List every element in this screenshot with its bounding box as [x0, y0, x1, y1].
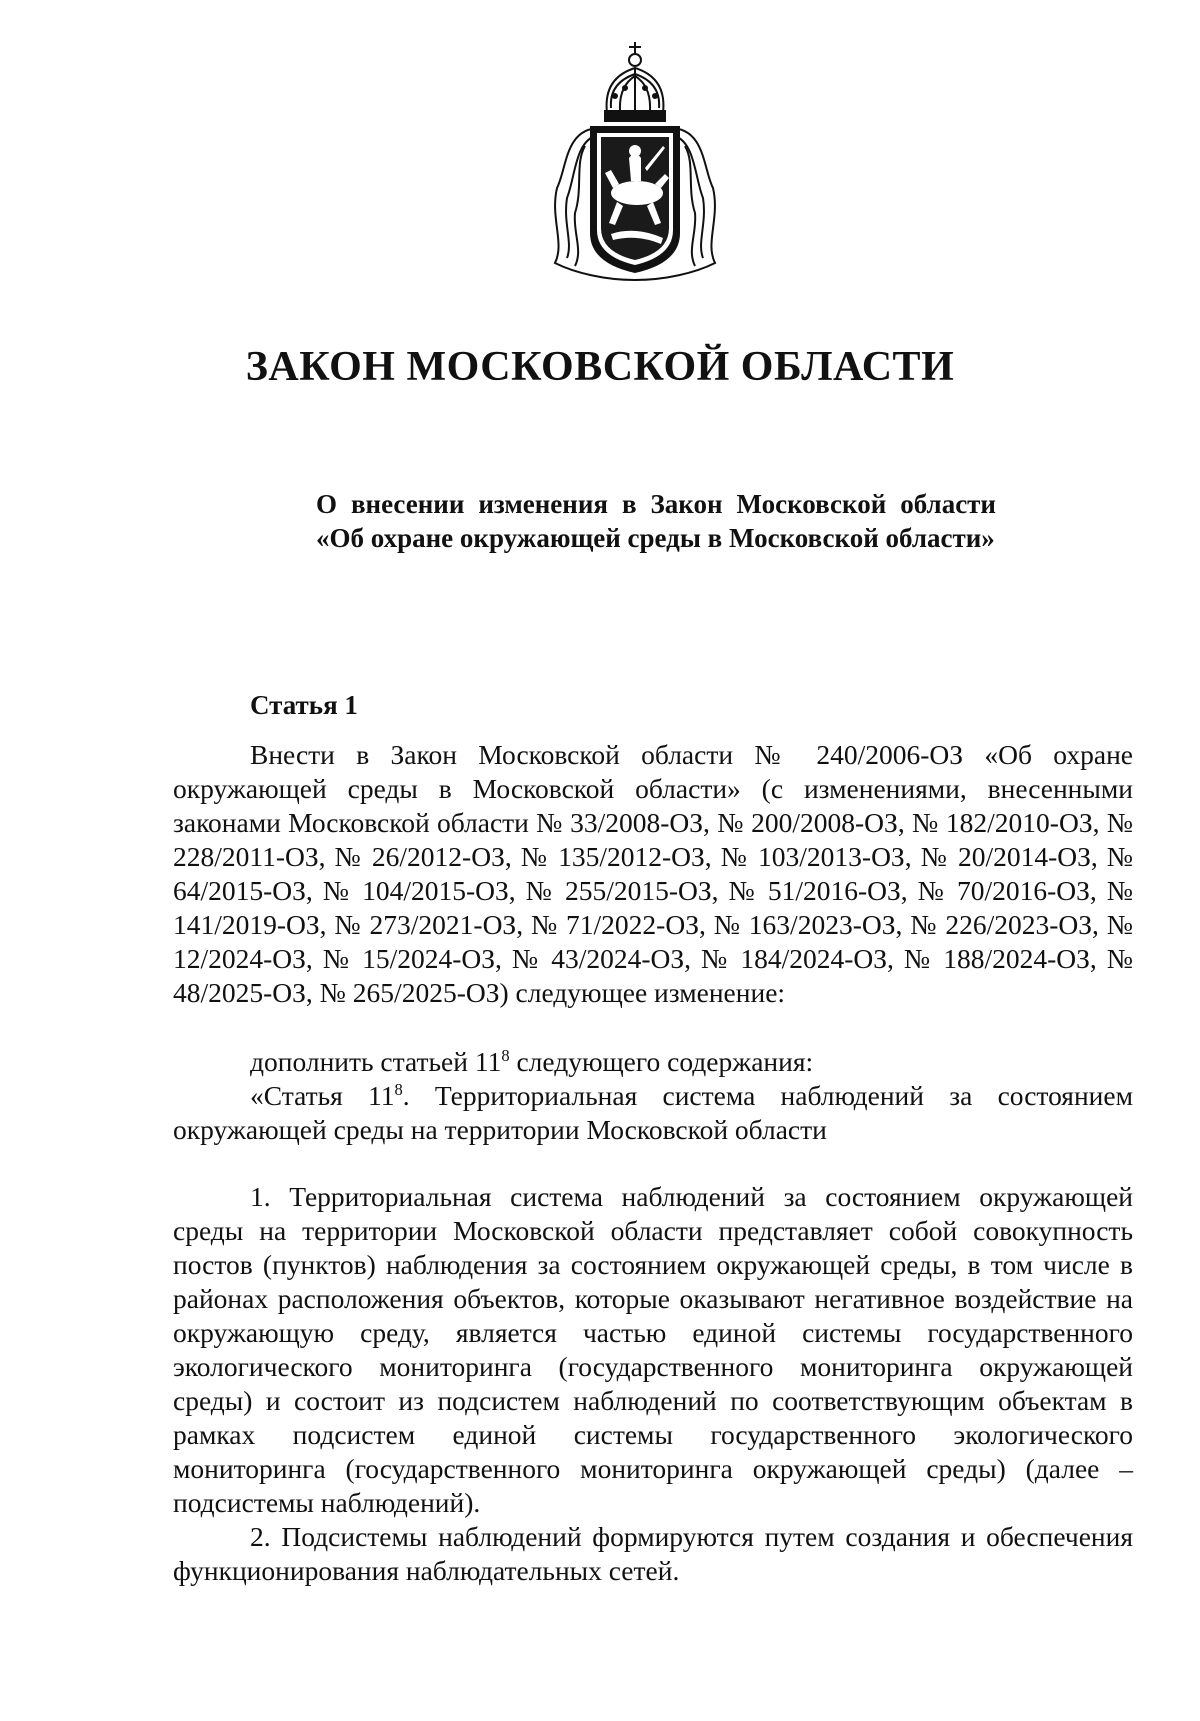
document-title: ЗАКОН МОСКОВСКОЙ ОБЛАСТИ: [245, 344, 955, 390]
coat-of-arms-icon: [545, 18, 725, 298]
shield-icon: [590, 126, 680, 273]
article-body: [173, 1180, 1133, 1588]
document-subject: О внесении изменения в Закон Московской области «Об охране окружающей среды в Московской области»: [316, 489, 996, 553]
crown-icon: [605, 42, 665, 121]
new-article-superscript: 8: [394, 1079, 403, 1099]
paragraph-1: 1. Территориальная система наблюдений за состоянием окружающей среды на территории Московской области представляет собой совокупность постов (пунктов) наблюдения за состоянием окружающей среды, в том числе в районах расположения объектов, которые оказывают негативное воздействие на окружающую среду, является частью единой системы государственного экологического мониторинга (государственного мониторинга окружающей среды) и состоит из подсистем наблюдений по соответствующим объектам в рамках подсистем единой системы государственного экологического мониторинга (государственного мониторинга окружающей среды) (далее – подсистемы наблюдений).: [173, 1181, 1133, 1518]
amendment-superscript: 8: [501, 1045, 510, 1065]
intro-block: [173, 738, 1133, 1010]
new-article-text-before: «Статья 11: [250, 1080, 395, 1111]
new-article-text-after: . Территориальная система наблюдений за состоянием окружающей среды на территории Московской области: [173, 1080, 1133, 1145]
amendment-block: [173, 1045, 1133, 1147]
amendment-line: [173, 1045, 1133, 1079]
amendment-text-after: следующего содержания:: [509, 1046, 814, 1077]
new-article-title: [173, 1079, 1133, 1147]
article-heading: Статья 1: [250, 690, 358, 720]
amendment-text-before: дополнить статьей 11: [250, 1046, 502, 1077]
intro-paragraph: Внести в Закон Московской области № 240/2006-ОЗ «Об охране окружающей среды в Московской области» (с изменениями, внесенными законами Московской области № 33/2008-ОЗ, № 200/2008-ОЗ, № 182/2010-ОЗ, № 228/2011-ОЗ, № 26/2012-ОЗ, № 135/2012-ОЗ, № 103/2013-ОЗ, № 20/2014-ОЗ, № 64/2015-ОЗ, № 104/2015-ОЗ, № 255/2015-ОЗ, № 51/2016-ОЗ, № 70/2016-ОЗ, № 141/2019-ОЗ, № 273/2021-ОЗ, № 71/2022-ОЗ, № 163/2023-ОЗ, № 226/2023-ОЗ, № 12/2024-ОЗ, № 15/2024-ОЗ, № 43/2024-ОЗ, № 184/2024-ОЗ, № 188/2024-ОЗ, № 48/2025-ОЗ, № 265/2025-ОЗ) следующее изменение:: [173, 739, 1133, 1008]
paragraph-2: 2. Подсистемы наблюдений формируются путем создания и обеспечения функционирования наблюдательных сетей.: [173, 1521, 1133, 1586]
